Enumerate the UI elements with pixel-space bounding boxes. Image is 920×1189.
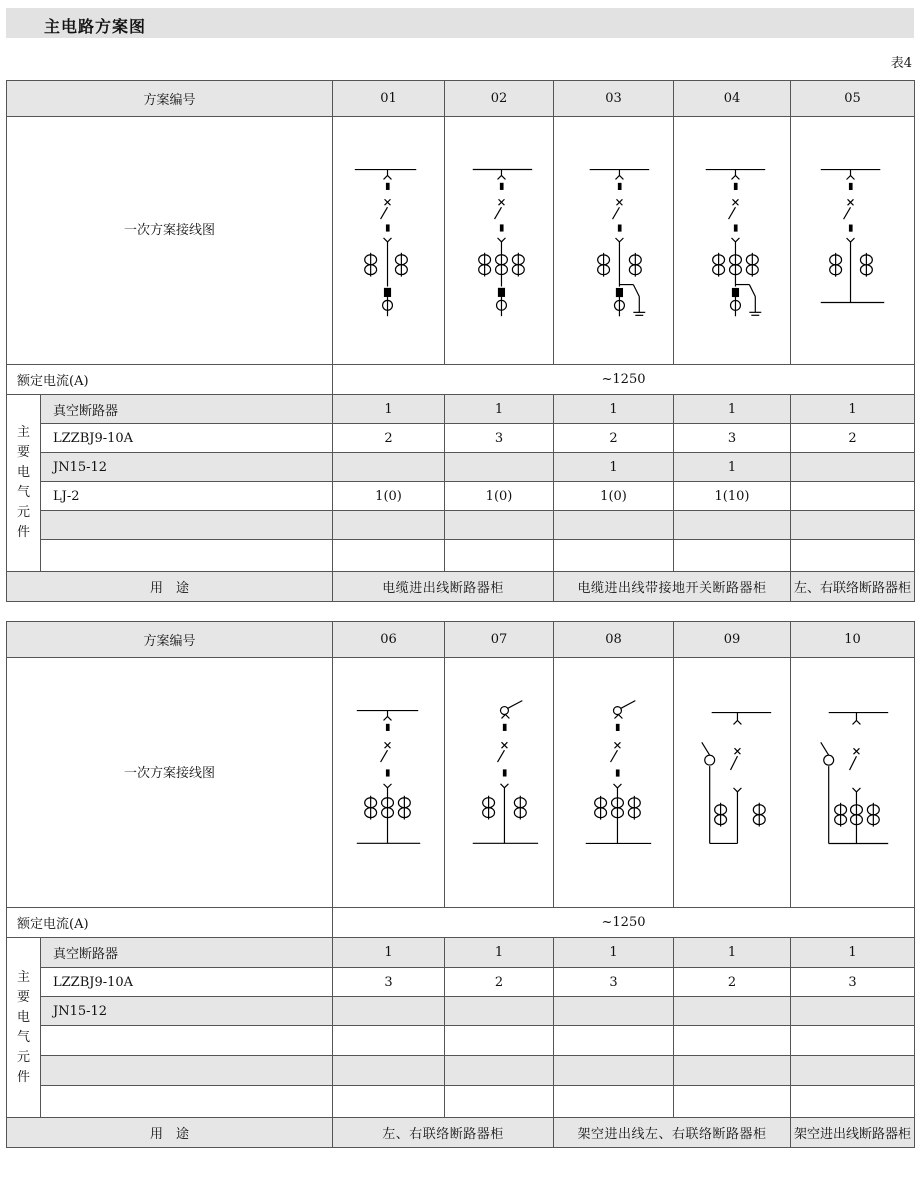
component-name <box>41 511 333 540</box>
component-value <box>791 511 915 540</box>
component-row <box>7 968 915 997</box>
scheme-number-07: 07 <box>445 622 554 658</box>
wiring-diagram-07-svg <box>445 659 553 907</box>
diagram-label: 一次方案接线图 <box>7 658 333 908</box>
scheme-number-09: 09 <box>674 622 791 658</box>
scheme-number-08: 08 <box>554 622 674 658</box>
component-value: 3 <box>445 424 554 453</box>
component-value <box>674 1026 791 1056</box>
wiring-diagram-10-svg <box>791 659 914 907</box>
wiring-diagram-03-svg <box>554 118 673 364</box>
component-value <box>674 511 791 540</box>
usage-value: 架空进出线左、右联络断路器柜 <box>554 1118 791 1148</box>
component-value: 3 <box>791 968 915 997</box>
component-value: 1 <box>674 395 791 424</box>
scheme-number-03: 03 <box>554 81 674 117</box>
scheme-number-01: 01 <box>333 81 445 117</box>
component-name <box>41 1026 333 1056</box>
component-value: 1 <box>445 395 554 424</box>
wiring-diagram-02-svg <box>445 118 553 364</box>
component-value <box>791 1086 915 1118</box>
component-value: 1(10) <box>674 482 791 511</box>
wiring-diagram-10 <box>791 658 915 908</box>
component-name: LZZBJ9-10A <box>41 424 333 453</box>
wiring-diagram-04-svg <box>674 118 790 364</box>
wiring-diagram-05 <box>791 117 915 365</box>
component-value <box>554 997 674 1026</box>
component-value <box>554 1026 674 1056</box>
component-name: 真空断路器 <box>41 938 333 968</box>
component-name <box>41 1086 333 1118</box>
usage-value: 左、右联络断路器柜 <box>791 572 915 602</box>
component-value: 2 <box>445 968 554 997</box>
title-bar <box>6 8 914 38</box>
rated-current-label: 额定电流(A) <box>7 365 333 395</box>
component-value: 1 <box>674 938 791 968</box>
component-value: 1 <box>791 938 915 968</box>
usage-row <box>7 1118 915 1148</box>
wiring-diagram-07 <box>445 658 554 908</box>
wiring-diagram-08 <box>554 658 674 908</box>
wiring-diagram-06 <box>333 658 445 908</box>
scheme-number-10: 10 <box>791 622 915 658</box>
page-title: 主电路方案图 <box>44 17 147 36</box>
component-value: 1(0) <box>554 482 674 511</box>
component-value <box>333 540 445 572</box>
component-row <box>7 1026 915 1056</box>
usage-row <box>7 572 915 602</box>
wiring-diagram-01 <box>333 117 445 365</box>
usage-value: 架空进出线断路器柜 <box>791 1118 915 1148</box>
rated-current-row <box>7 908 915 938</box>
component-value <box>791 540 915 572</box>
wiring-diagram-08-svg <box>554 659 673 907</box>
wiring-diagram-05-svg <box>791 118 914 364</box>
scheme-table-1 <box>6 80 915 602</box>
wiring-diagram-02 <box>445 117 554 365</box>
component-value <box>333 1026 445 1056</box>
component-name: JN15-12 <box>41 997 333 1026</box>
component-value: 1 <box>554 453 674 482</box>
scheme-number-05: 05 <box>791 81 915 117</box>
scheme-number-02: 02 <box>445 81 554 117</box>
diagram-row <box>7 117 915 365</box>
component-name: 真空断路器 <box>41 395 333 424</box>
component-row <box>7 511 915 540</box>
component-value: 1 <box>791 395 915 424</box>
scheme-number-06: 06 <box>333 622 445 658</box>
component-value <box>445 540 554 572</box>
component-value <box>333 1056 445 1086</box>
component-value <box>445 1086 554 1118</box>
wiring-diagram-09-svg <box>674 659 790 907</box>
usage-value: 左、右联络断路器柜 <box>333 1118 554 1148</box>
component-value <box>333 453 445 482</box>
component-row <box>7 482 915 511</box>
component-value: 3 <box>674 424 791 453</box>
component-value <box>554 540 674 572</box>
usage-label: 用 途 <box>7 1118 333 1148</box>
component-value <box>674 997 791 1026</box>
table-number: 表4 <box>890 56 912 71</box>
component-value: 3 <box>554 968 674 997</box>
component-value: 2 <box>554 424 674 453</box>
component-value <box>791 1056 915 1086</box>
usage-value: 电缆进出线带接地开关断路器柜 <box>554 572 791 602</box>
components-label: 主要电气元件 <box>7 395 41 572</box>
diagram-label: 一次方案接线图 <box>7 117 333 365</box>
component-name: LJ-2 <box>41 482 333 511</box>
component-name: LZZBJ9-10A <box>41 968 333 997</box>
component-name <box>41 1056 333 1086</box>
component-row <box>7 997 915 1026</box>
component-name <box>41 540 333 572</box>
component-row <box>7 938 915 968</box>
component-row <box>7 424 915 453</box>
component-value: 2 <box>333 424 445 453</box>
component-value <box>674 1086 791 1118</box>
component-value <box>445 453 554 482</box>
component-row <box>7 1086 915 1118</box>
component-value <box>791 482 915 511</box>
component-value: 1 <box>333 938 445 968</box>
diagram-row <box>7 658 915 908</box>
component-value: 2 <box>674 968 791 997</box>
rated-current-value: ~1250 <box>333 365 915 395</box>
component-value <box>791 1026 915 1056</box>
component-row <box>7 1056 915 1086</box>
component-value: 1 <box>554 938 674 968</box>
component-value: 1 <box>333 395 445 424</box>
scheme-number-row <box>7 81 915 117</box>
component-value <box>333 997 445 1026</box>
component-value <box>554 1056 674 1086</box>
component-value <box>674 540 791 572</box>
scheme-number-label: 方案编号 <box>7 81 333 117</box>
component-value <box>333 511 445 540</box>
component-value: 1(0) <box>445 482 554 511</box>
component-value <box>554 1086 674 1118</box>
usage-value: 电缆进出线断路器柜 <box>333 572 554 602</box>
wiring-diagram-09 <box>674 658 791 908</box>
rated-current-label: 额定电流(A) <box>7 908 333 938</box>
component-value: 1 <box>445 938 554 968</box>
component-row <box>7 453 915 482</box>
component-value: 1 <box>554 395 674 424</box>
component-value <box>445 997 554 1026</box>
component-value: 1(0) <box>333 482 445 511</box>
scheme-number-04: 04 <box>674 81 791 117</box>
rated-current-value: ~1250 <box>333 908 915 938</box>
component-value <box>791 997 915 1026</box>
component-row <box>7 540 915 572</box>
rated-current-row <box>7 365 915 395</box>
wiring-diagram-04 <box>674 117 791 365</box>
component-value: 1 <box>674 453 791 482</box>
component-value: 3 <box>333 968 445 997</box>
scheme-number-label: 方案编号 <box>7 622 333 658</box>
usage-label: 用 途 <box>7 572 333 602</box>
component-value <box>791 453 915 482</box>
component-value <box>445 1056 554 1086</box>
component-value <box>445 1026 554 1056</box>
component-row <box>7 395 915 424</box>
component-value <box>674 1056 791 1086</box>
wiring-diagram-06-svg <box>333 659 444 907</box>
component-value: 2 <box>791 424 915 453</box>
wiring-diagram-01-svg <box>333 118 444 364</box>
component-value <box>333 1086 445 1118</box>
component-value <box>554 511 674 540</box>
components-label: 主要电气元件 <box>7 938 41 1118</box>
component-value <box>445 511 554 540</box>
component-name: JN15-12 <box>41 453 333 482</box>
scheme-table-2 <box>6 621 915 1148</box>
scheme-number-row <box>7 622 915 658</box>
wiring-diagram-03 <box>554 117 674 365</box>
